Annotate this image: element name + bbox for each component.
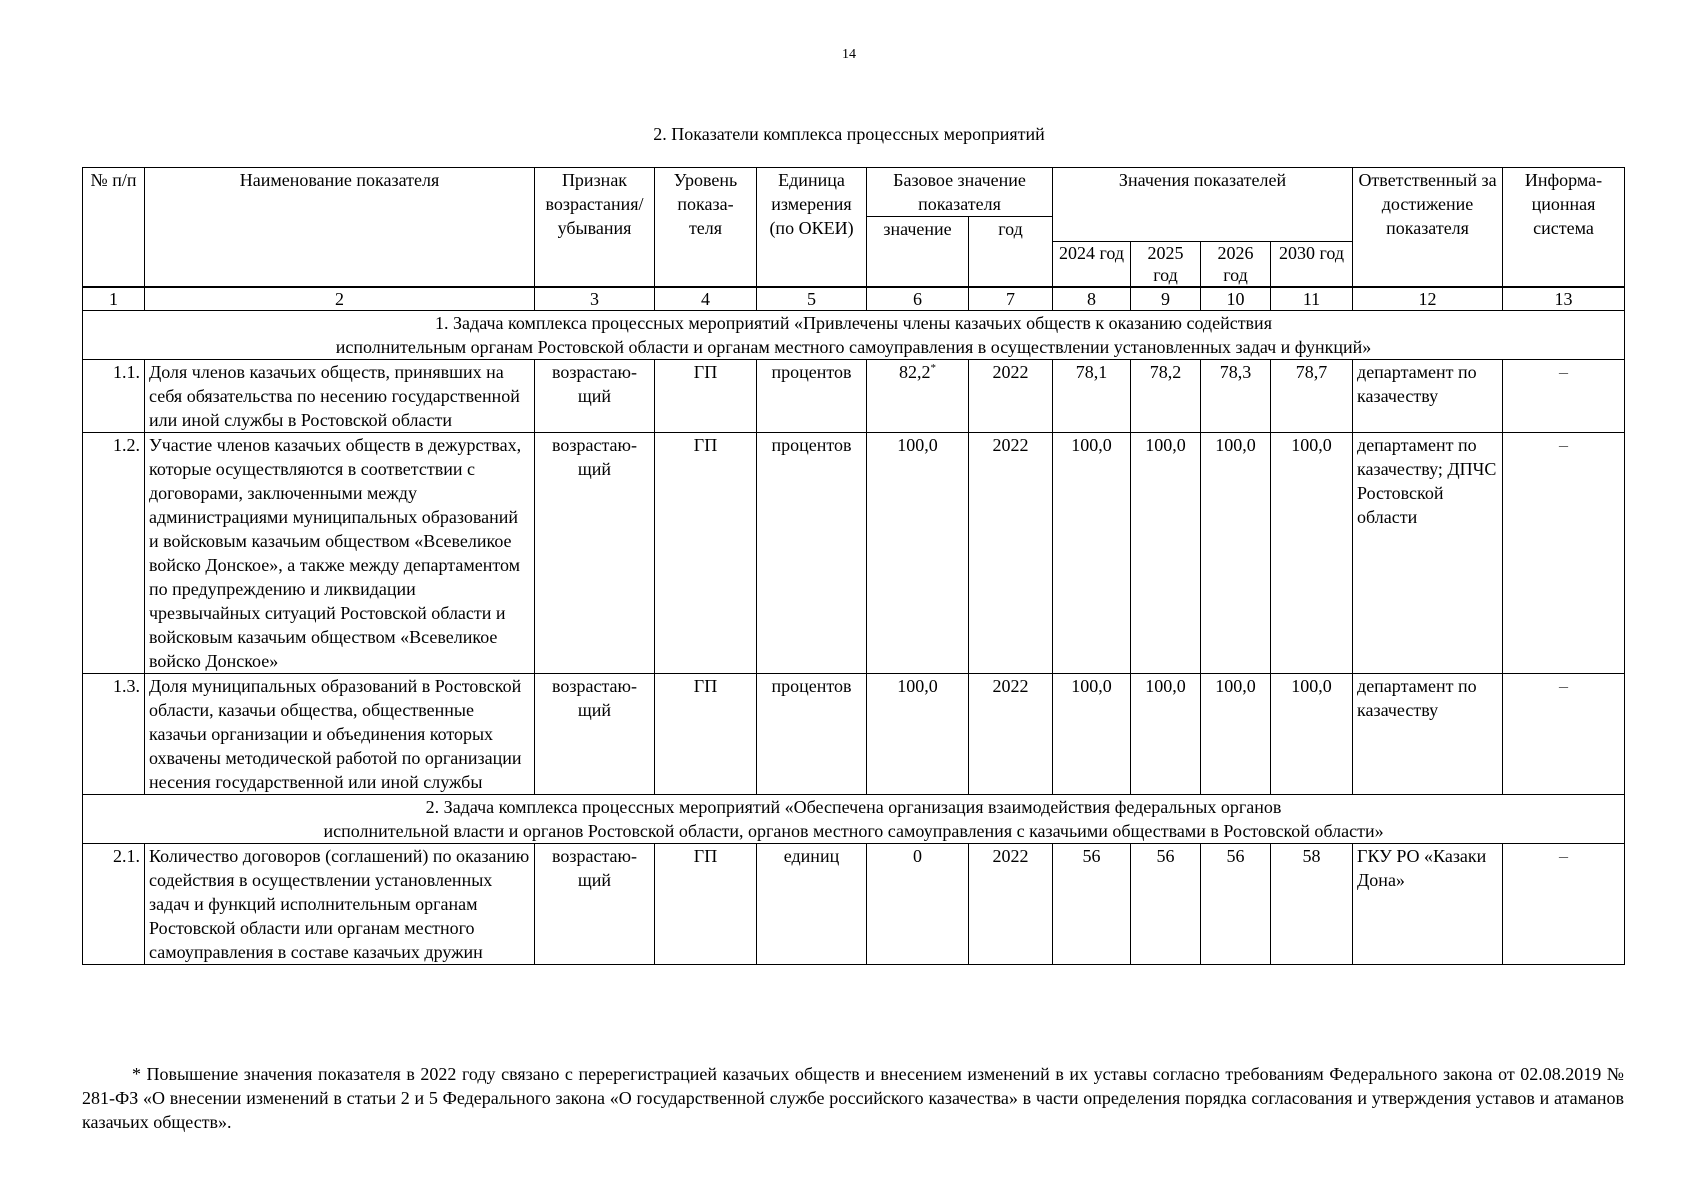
value-2025: 56: [1131, 843, 1201, 964]
column-number: 7: [969, 287, 1053, 311]
column-number: 8: [1053, 287, 1131, 311]
sign-cell: возрастаю- щий: [535, 673, 655, 794]
table-row: [83, 432, 1625, 673]
unit-cell: процентов: [757, 673, 867, 794]
value-2024: 78,1: [1053, 359, 1131, 432]
info-system-cell: –: [1503, 673, 1625, 794]
row-num: 1.2.: [83, 432, 145, 673]
indicators-table: [82, 167, 1625, 965]
column-number: 12: [1353, 287, 1503, 311]
base-value: 82,2: [899, 361, 931, 382]
unit-cell: процентов: [757, 359, 867, 432]
value-2026: 100,0: [1201, 432, 1271, 673]
indicator-name: Доля муниципальных образований в Ростовской области, казачьи общества, общественные казачьи организации и объединения которых охвачены методической работой по организации несения государственной или иной службы: [145, 673, 535, 794]
base-year-cell: 2022: [969, 843, 1053, 964]
header-sign: Признак возрастания/ убывания: [535, 168, 655, 287]
header-2026: 2026 год: [1201, 241, 1271, 287]
base-year-cell: 2022: [969, 359, 1053, 432]
footnote: * Повышение значения показателя в 2022 году связано с перерегистрацией казачьих обществ и внесением изменений в их уставы согласно требованиям Федерального закона от 02.08.2019 № 281-ФЗ «О внесении изменений в статьи 2 и 5 Федерального закона «О государственной службе российского казачества» в части определения порядка согласования и утверждения уставов и атаманов казачьих обществ».: [82, 1064, 1624, 1132]
value-2025: 100,0: [1131, 673, 1201, 794]
base-year-cell: 2022: [969, 432, 1053, 673]
task-row: [83, 794, 1625, 843]
info-system-cell: –: [1503, 432, 1625, 673]
footnote-mark: *: [930, 361, 936, 374]
header-base: Базовое значение показателя: [867, 168, 1053, 217]
info-system-cell: –: [1503, 843, 1625, 964]
column-number: 2: [145, 287, 535, 311]
table-row: [83, 843, 1625, 964]
value-2026: 56: [1201, 843, 1271, 964]
column-numbers-row: [83, 287, 1625, 311]
level-cell: ГП: [655, 432, 757, 673]
column-number: 5: [757, 287, 867, 311]
base-year-cell: 2022: [969, 673, 1053, 794]
responsible-cell: ГКУ РО «Казаки Дона»: [1353, 843, 1503, 964]
indicator-name: Участие членов казачьих обществ в дежурствах, которые осуществляются в соответствии с договорами, заключенными между администрациями муниципальных образований и войсковым казачьим обществом «Всевеликое войско Донское», а также между департаментом по предупреждению и ликвидации чрезвычайных ситуаций Ростовской области и войсковым казачьим обществом «Всевеликое войско Донское»: [145, 432, 535, 673]
sign-cell: возрастаю- щий: [535, 359, 655, 432]
value-2025: 100,0: [1131, 432, 1201, 673]
header-2030: 2030 год: [1271, 241, 1353, 287]
base-value-cell: [867, 359, 969, 432]
responsible-cell: департамент по казачеству: [1353, 359, 1503, 432]
sign-cell: возрастаю- щий: [535, 432, 655, 673]
section-title: 2. Показатели комплекса процессных мероприятий: [653, 124, 1045, 144]
task-title-line: исполнительным органам Ростовской области и органам местного самоуправления в осуществлении установленных задач и функций»: [335, 336, 1372, 357]
page-number: 14: [842, 47, 856, 62]
table-row: [83, 359, 1625, 432]
task-title-line: 2. Задача комплекса процессных мероприятий «Обеспечена организация взаимодействия федеральных органов: [425, 796, 1282, 817]
info-system-cell: –: [1503, 359, 1625, 432]
value-2026: 100,0: [1201, 673, 1271, 794]
level-cell: ГП: [655, 843, 757, 964]
header-num: № п/п: [83, 168, 145, 287]
column-number: 3: [535, 287, 655, 311]
column-number: 10: [1201, 287, 1271, 311]
column-number: 11: [1271, 287, 1353, 311]
row-num: 1.3.: [83, 673, 145, 794]
value-2024: 100,0: [1053, 673, 1131, 794]
header-values: Значения показателей: [1053, 168, 1353, 242]
column-number: 13: [1503, 287, 1625, 311]
unit-cell: единиц: [757, 843, 867, 964]
column-number: 1: [83, 287, 145, 311]
base-value-cell: 0: [867, 843, 969, 964]
responsible-cell: департамент по казачеству: [1353, 673, 1503, 794]
header-unit: Единица измерения (по ОКЕИ): [757, 168, 867, 287]
header-2025: 2025 год: [1131, 241, 1201, 287]
row-num: 1.1.: [83, 359, 145, 432]
value-2030: 78,7: [1271, 359, 1353, 432]
value-2030: 58: [1271, 843, 1353, 964]
level-cell: ГП: [655, 359, 757, 432]
level-cell: ГП: [655, 673, 757, 794]
unit-cell: процентов: [757, 432, 867, 673]
column-number: 9: [1131, 287, 1201, 311]
indicator-name: Доля членов казачьих обществ, принявших на себя обязательства по несению государственной или иной службы в Ростовской области: [145, 359, 535, 432]
base-value-cell: 100,0: [867, 432, 969, 673]
task-title-line: 1. Задача комплекса процессных мероприятий «Привлечены члены казачьих обществ к оказанию содействия: [435, 312, 1272, 333]
value-2030: 100,0: [1271, 673, 1353, 794]
header-responsible: Ответственный за достижение показателя: [1353, 168, 1503, 287]
header-name: Наименование показателя: [145, 168, 535, 287]
responsible-cell: департамент по казачеству; ДПЧС Ростовской области: [1353, 432, 1503, 673]
column-number: 6: [867, 287, 969, 311]
header-info-system: Информа- ционная система: [1503, 168, 1625, 287]
header-level: Уровень показа- теля: [655, 168, 757, 287]
sign-cell: возрастаю- щий: [535, 843, 655, 964]
column-number: 4: [655, 287, 757, 311]
value-2030: 100,0: [1271, 432, 1353, 673]
header-base-year: год: [969, 217, 1053, 242]
base-value-cell: 100,0: [867, 673, 969, 794]
indicator-name: Количество договоров (соглашений) по оказанию содействия в осуществлении установленных задач и функций исполнительным органам Ростовской области или органам местного самоуправления в составе казачьих дружин: [145, 843, 535, 964]
table-row: [83, 673, 1625, 794]
value-2024: 56: [1053, 843, 1131, 964]
row-num: 2.1.: [83, 843, 145, 964]
header-2024: 2024 год: [1053, 241, 1131, 287]
task-row: [83, 310, 1625, 359]
task-title-line: исполнительной власти и органов Ростовской области, органов местного самоуправления с казачьими обществами в Ростовской области»: [323, 820, 1384, 841]
value-2026: 78,3: [1201, 359, 1271, 432]
value-2024: 100,0: [1053, 432, 1131, 673]
header-base-value: значение: [867, 217, 969, 242]
value-2025: 78,2: [1131, 359, 1201, 432]
